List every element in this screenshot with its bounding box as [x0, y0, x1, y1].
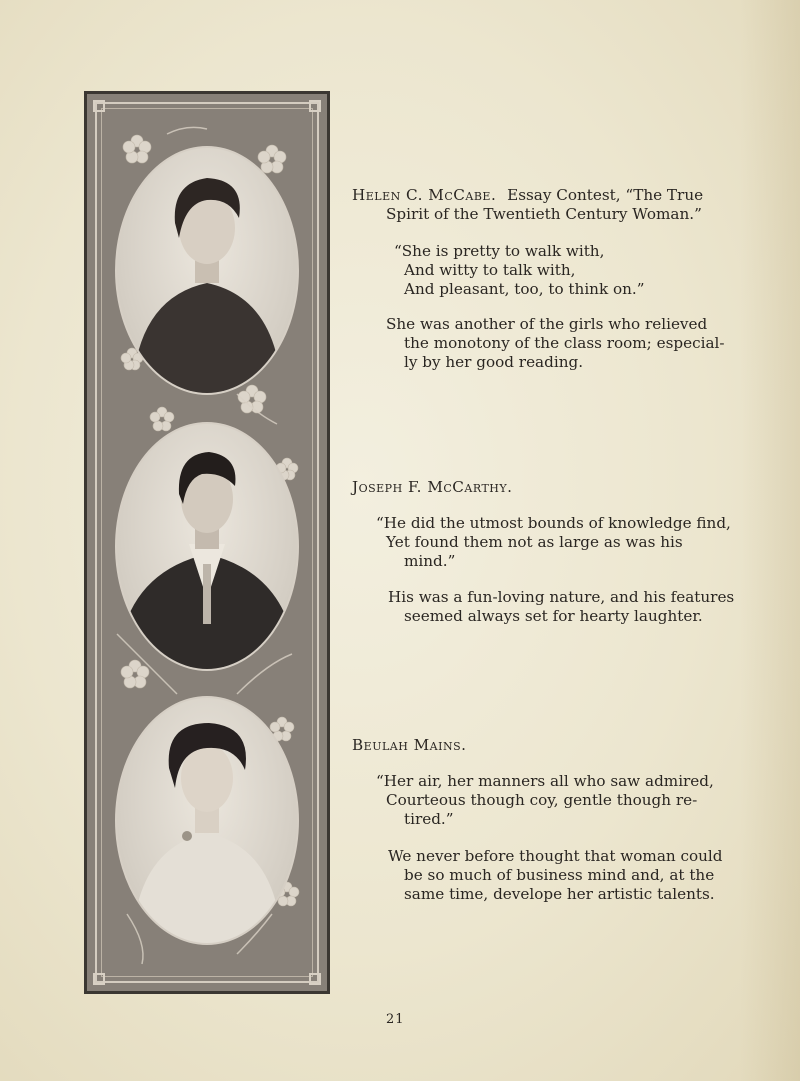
remark-line: ly by her good reading. — [404, 353, 584, 371]
remark-line: be so much of business mind and, at the — [404, 866, 715, 884]
quote-line: And witty to talk with, — [404, 261, 576, 279]
entry-joseph-mccarthy — [352, 478, 735, 626]
page-number: 21 — [386, 1012, 405, 1027]
remark-line: She was another of the girls who relieved — [386, 315, 708, 333]
page-edge-shadow — [740, 0, 800, 1081]
quote-line: And pleasant, too, to think on.” — [404, 280, 645, 298]
quote-line: tired.” — [404, 810, 454, 828]
entry-heading — [352, 186, 722, 205]
portrait-helen — [115, 146, 299, 395]
portrait-panel — [84, 91, 330, 994]
honor-text: Essay Contest, “The True — [507, 186, 704, 204]
portrait-man-icon — [117, 424, 297, 669]
remark-line: the monotony of the class room; especial- — [404, 334, 725, 352]
portrait-woman-icon — [117, 698, 297, 943]
portrait-woman-icon — [117, 148, 297, 393]
remark-line: His was a fun-loving nature, and his features — [388, 588, 735, 606]
quote-line: “Her air, her manners all who saw admired, — [376, 772, 714, 790]
student-name: Helen C. McCabe. — [352, 186, 497, 204]
remark-line: same time, develope her artistic talents. — [404, 885, 715, 903]
student-name: Joseph F. McCarthy. — [352, 478, 513, 496]
quote-line: “He did the utmost bounds of knowledge find, — [376, 514, 731, 532]
student-name: Beulah Mains. — [352, 736, 467, 754]
entry-helen-mccabe — [352, 186, 725, 372]
portrait-beulah — [115, 696, 299, 945]
quote-line: “She is pretty to walk with, — [394, 242, 605, 260]
quote-line: mind.” — [404, 552, 456, 570]
quote-line: Courteous though coy, gentle though re- — [386, 791, 698, 809]
honor-text-continued: Spirit of the Twentieth Century Woman.” — [386, 205, 702, 223]
remark-line: We never before thought that woman could — [388, 847, 723, 865]
entry-beulah-mains — [352, 736, 722, 904]
quote-line: Yet found them not as large as was his — [386, 533, 683, 551]
portrait-joseph — [115, 422, 299, 671]
remark-line: seemed always set for hearty laughter. — [404, 607, 703, 625]
